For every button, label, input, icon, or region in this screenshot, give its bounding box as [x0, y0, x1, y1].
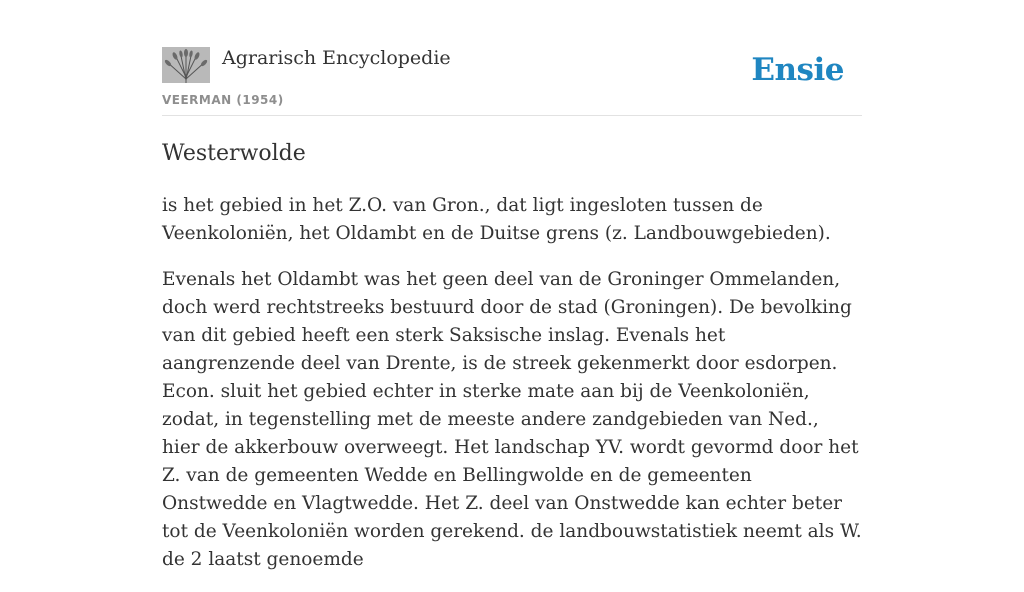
article: [162, 138, 862, 592]
wheat-logo-icon[interactable]: [162, 47, 210, 83]
book-author: VEERMAN (1954): [162, 93, 284, 107]
brand-logo[interactable]: Ensie: [751, 52, 844, 88]
header: [162, 0, 862, 116]
book-title[interactable]: Agrarisch Encyclopedie: [222, 47, 451, 69]
article-paragraph: Evenals het Oldambt was het geen deel van de Groninger Ommelanden, doch werd rechtstreeks bestuurd door de stad (Groningen). De bevolking van dit gebied heeft een sterk Saksische inslag. Evenals het aangrenzende deel van Drente, is de streek gekenmerkt door esdorpen. Econ. sluit het gebied echter in sterke mate aan bij de Veenkoloniën, zodat, in tegenstelling met de meeste andere zandgebieden van Ned., hier de akkerbouw overweegt. Het landschap YV. wordt gevormd door het Z. van de gemeenten Wedde en Bellingwolde en de gemeenten Onstwedde en Vlagtwedde. Het Z. deel van Onstwedde kan echter beter tot de Veenkoloniën worden gerekend. de landbouwstatistiek neemt als W. de 2 laatst genoemde: [162, 269, 862, 570]
article-paragraph: is het gebied in het Z.O. van Gron., dat ligt ingesloten tussen de Veenkoloniën, het Oldambt en de Duitse grens (z. Landbouwgebieden).: [162, 195, 831, 244]
article-title: Westerwolde: [162, 141, 306, 166]
